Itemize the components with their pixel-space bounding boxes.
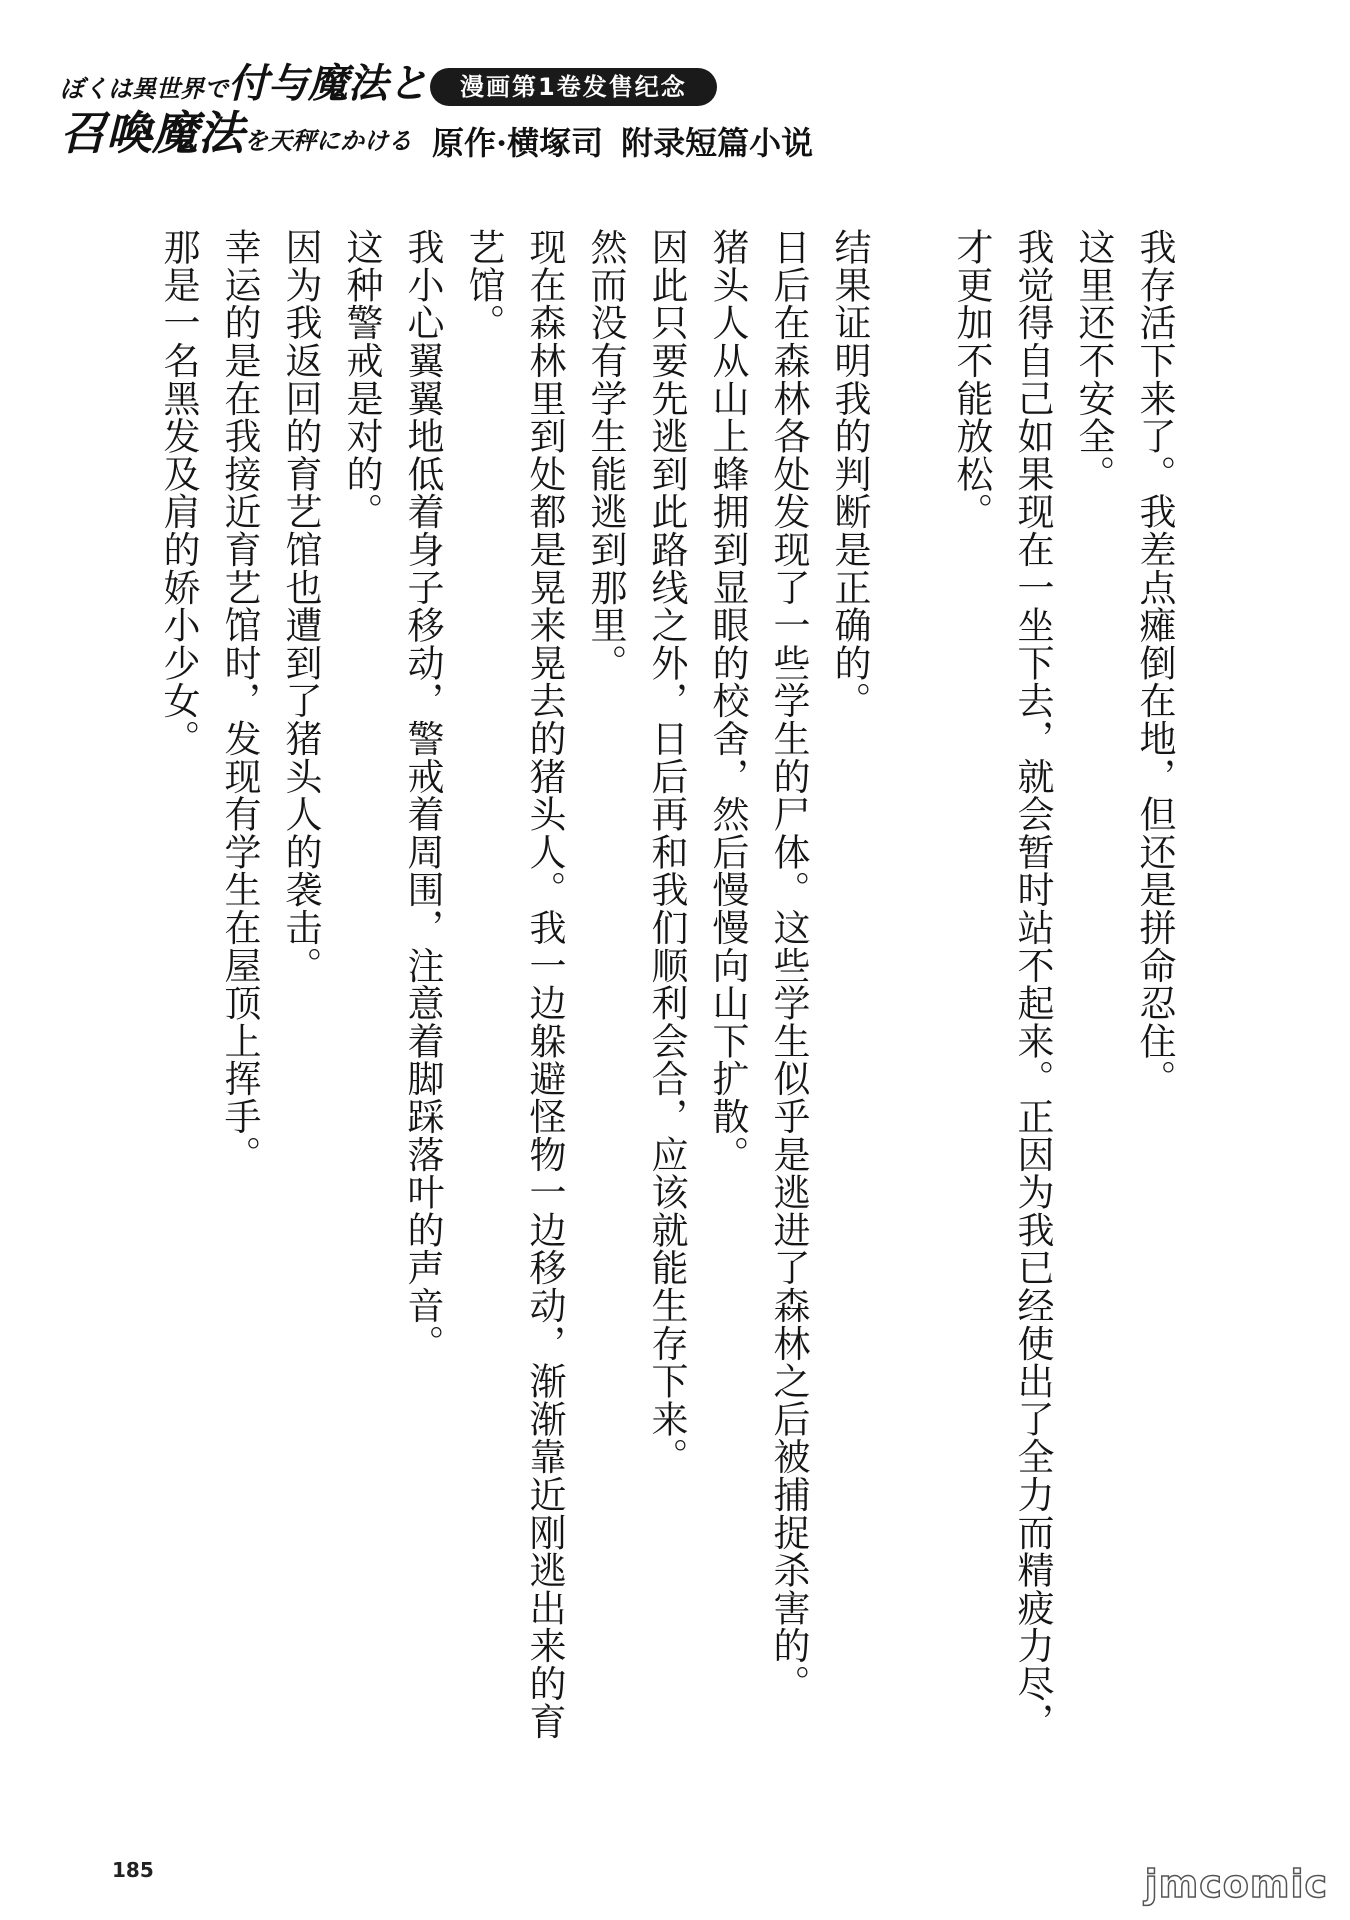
site-watermark: jmcomic bbox=[1144, 1862, 1328, 1906]
paragraph: 这种警戒是对的。 bbox=[340, 228, 383, 531]
paragraph: 我觉得自己如果现在一坐下去，就会暂时站不起来。正因为我已经使出了全力而精疲力尽，才更加不能放松。 bbox=[950, 228, 1054, 1740]
paragraph: 那是一名黑发及肩的娇小少女。 bbox=[157, 228, 200, 758]
author-credit: 原作·横塚司 bbox=[432, 124, 604, 162]
paragraph: 我小心翼翼地低着身子移动，警戒着周围，注意着脚踩落叶的声音。 bbox=[401, 228, 444, 1362]
paragraph-blank-line bbox=[880, 228, 941, 1768]
novel-body-text bbox=[157, 228, 1185, 1768]
byline bbox=[432, 118, 813, 164]
paragraph: 结果证明我的判断是正确的。 bbox=[828, 228, 871, 720]
series-title-logo bbox=[60, 58, 428, 160]
paragraph: 现在森林里到处都是晃来晃去的猪头人。我一边躲避怪物一边移动，渐渐靠近刚逃出来的育艺馆。 bbox=[462, 228, 566, 1740]
series-title-line2-big: 召喚魔法 bbox=[60, 106, 244, 160]
paragraph: 日后在森林各处发现了一些学生的尸体。这些学生似乎是逃进了森林之后被捕捉杀害的。 bbox=[767, 228, 810, 1703]
paragraph: 猪头人从山上蜂拥到显眼的校舍，然后慢慢向山下扩散。 bbox=[706, 228, 749, 1173]
series-title-line2-small: を天秤にかける bbox=[244, 126, 412, 155]
series-title-line1-big: 付与魔法と bbox=[228, 60, 428, 107]
paragraph: 幸运的是在我接近育艺馆时，发现有学生在屋顶上挥手。 bbox=[218, 228, 261, 1173]
section-label: 附录短篇小说 bbox=[621, 124, 814, 162]
page-number: 185 bbox=[112, 1858, 154, 1882]
paragraph: 然而没有学生能逃到那里。 bbox=[584, 228, 627, 682]
release-commemoration-badge: 漫画第1卷发售纪念 bbox=[430, 68, 717, 106]
paragraph: 因此只要先逃到此路线之外，日后再和我们顺利会合，应该就能生存下来。 bbox=[645, 228, 688, 1476]
paragraph: 我存活下来了。我差点瘫倒在地，但还是拼命忍住。 bbox=[1133, 228, 1176, 1098]
paragraph: 因为我返回的育艺馆也遭到了猪头人的袭击。 bbox=[279, 228, 322, 984]
series-title-line1-small: ぼくは異世界で bbox=[60, 74, 228, 103]
paragraph: 这里还不安全。 bbox=[1072, 228, 1115, 493]
page-header bbox=[60, 58, 860, 168]
